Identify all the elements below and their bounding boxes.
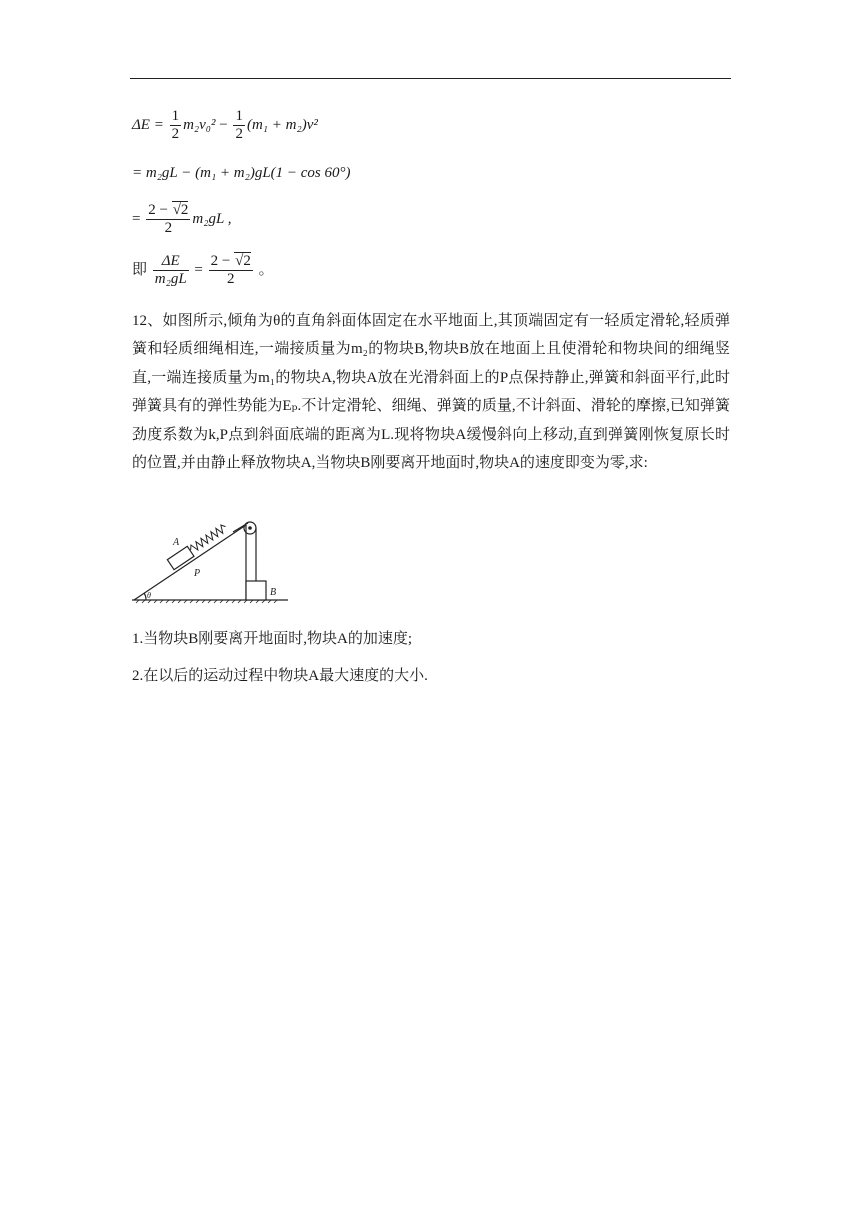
incline-pulley-figure xyxy=(130,515,290,607)
equation-energy-substitution: = m₂gL − (m₁ + m₂)gL(1 − cos 60°) xyxy=(132,165,351,181)
label-a: A xyxy=(173,537,180,548)
problem-statement: 12、如图所示,倾角为θ的直角斜面体固定在水平地面上,其顶端固定有一轻质定滑轮,轻质弹簧和轻质细绳相连,一端接质量为m₂的物块B,物块B放在地面上且使滑轮和物块间的细绳竖直,一端连接质量为m₁的物块A,物块A放在光滑斜面上的P点保持静止,弹簧和斜面平行,此时弹簧具有的弹性势能为Eₚ.不计定滑轮、细绳、弹簧的质量,不计斜面、滑轮的摩擦,已知弹簧劲度系数为k,P点到斜面底端的距离为L.现将物块A缓慢斜向上移动,直到弹簧刚恢复原长时的位置,并由静止释放物块A,当物块B刚要离开地面时,物块A的速度即变为零,求: xyxy=(132,313,730,472)
block-a xyxy=(167,546,194,569)
equation-energy-ratio: 即 $\frac{\Delta E}{\text{m₂gL}}$ = $\frac{2 - √2}{2}$ 。 xyxy=(132,253,274,287)
question-2: 2.在以后的运动过程中物块A最大速度的大小. xyxy=(132,668,428,684)
header-rule xyxy=(130,78,731,79)
question-1: 1.当物块B刚要离开地面时,物块A的加速度; xyxy=(132,631,413,647)
incline-surface xyxy=(134,525,246,600)
block-b xyxy=(246,581,266,600)
label-p: P xyxy=(194,568,201,579)
equation-energy-result: = $\frac{2 - √2}{2}$ m₂gL , xyxy=(132,202,232,236)
angle-arc xyxy=(144,593,146,600)
label-theta: θ xyxy=(147,591,151,600)
equation-energy-loss: ΔE = $\frac{1}{2}$ m₂v₀² − $\frac{1}{2}$ (m₁ + m₂)v² xyxy=(132,108,318,142)
label-b: B xyxy=(270,587,277,598)
